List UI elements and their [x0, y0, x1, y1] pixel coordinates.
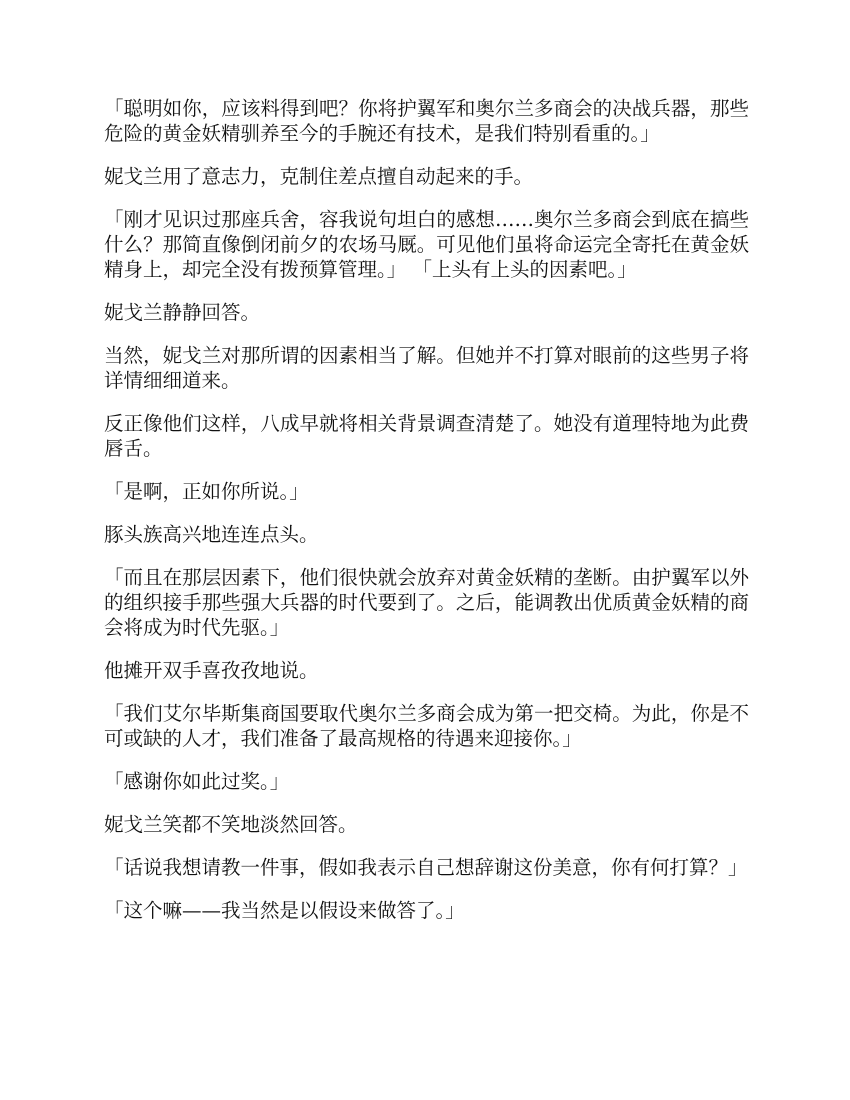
paragraph: 妮戈兰笑都不笑地淡然回答。 — [104, 813, 358, 836]
paragraph: 「是啊，正如你所说。」 — [104, 480, 309, 503]
paragraph: 妮戈兰静静回答。 — [104, 301, 261, 324]
paragraph: 「我们艾尔毕斯集商国要取代奥尔兰多商会成为第一把交椅。为此，你是不可或缺的人才，我们准备了最高规格的待遇来迎接你。」 — [104, 702, 749, 750]
paragraph: 「而且在那层因素下，他们很快就会放弃对黄金妖精的垄断。由护翼军以外的组织接手那些强大兵器的时代要到了。之后，能调教出优质黄金妖精的商会将成为时代先驱。」 — [104, 566, 749, 639]
paragraph: 豚头族高兴地连连点头。 — [104, 523, 319, 546]
paragraph: 他摊开双手喜孜孜地说。 — [104, 659, 319, 682]
paragraph: 「话说我想请教一件事，假如我表示自己想辞谢这份美意，你有何打算？」 — [104, 856, 748, 879]
paragraph: 「聪明如你，应该料得到吧？你将护翼军和奥尔兰多商会的决战兵器，那些危险的黄金妖精驯养至今的手腕还有技术，是我们特别看重的。」 — [104, 97, 749, 145]
paragraph: 当然，妮戈兰对那所谓的因素相当了解。但她并不打算对眼前的这些男子将详情细细道来。 — [104, 344, 749, 392]
paragraph: 反正像他们这样，八成早就将相关背景调查清楚了。她没有道理特地为此费唇舌。 — [104, 412, 749, 460]
paragraph: 「刚才见识过那座兵舍，容我说句坦白的感想……奥尔兰多商会到底在搞些什么？那简直像倒闭前夕的农场马厩。可见他们虽将命运完全寄托在黄金妖精身上，却完全没有拨预算管理。」 「上头有上头的因素吧。」 — [104, 208, 749, 281]
paragraph: 「这个嘛——我当然是以假设来做答了。」 — [104, 899, 465, 922]
paragraph: 妮戈兰用了意志力，克制住差点擅自动起来的手。 — [104, 165, 534, 188]
paragraph: 「感谢你如此过奖。」 — [104, 770, 290, 793]
document-page — [104, 96, 749, 941]
